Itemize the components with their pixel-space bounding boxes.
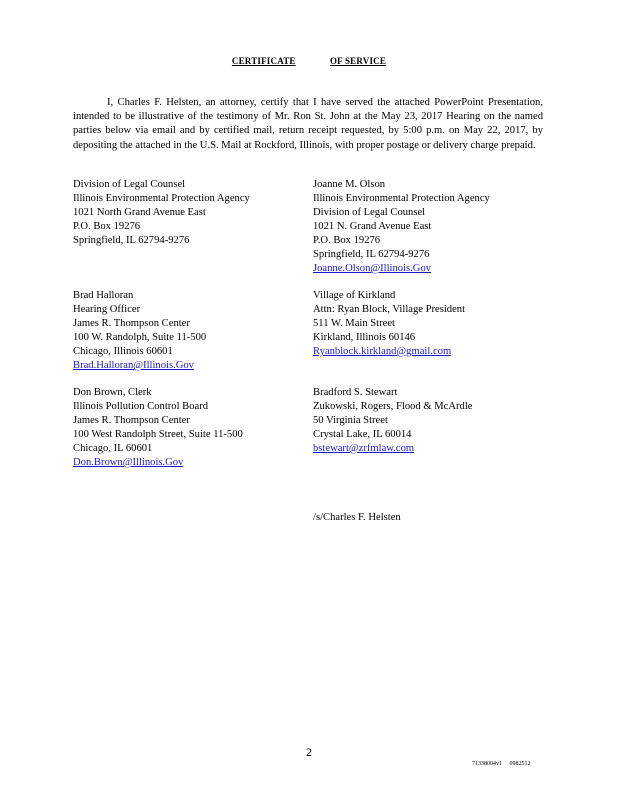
party-line: Attn: Ryan Block, Village President [313, 304, 466, 315]
party-line: Springfield, IL 62794-9276 [73, 235, 190, 246]
email-link-joanne-olson[interactable]: Joanne.Olson@Illinois.Gov [313, 263, 432, 274]
party-line: P.O. Box 19276 [73, 221, 141, 232]
party-line: 1021 North Grand Avenue East [73, 207, 206, 218]
certificate-title [0, 56, 618, 66]
party-line: Hearing Officer [73, 304, 141, 315]
email-link-bradford-stewart[interactable]: bstewart@zrfmlaw.com [313, 443, 415, 454]
signature: /s/Charles F. Helsten [313, 512, 401, 523]
party-line: P.O. Box 19276 [313, 235, 381, 246]
party-line: James R. Thompson Center [73, 318, 190, 329]
party-line: Kirkland, Illinois 60146 [313, 332, 416, 343]
document-client-number: 0982512 [509, 761, 531, 767]
party-line: 511 W. Main Street [313, 318, 395, 329]
party-line: Chicago, IL 60601 [73, 443, 153, 454]
service-party-bradford-stewart [313, 386, 473, 456]
party-line: 100 West Randolph Street, Suite 11-500 [73, 429, 243, 440]
party-line: Don Brown, Clerk [73, 387, 152, 398]
email-link-ryan-block[interactable]: Ryanblock.kirkland@gmail.com [313, 346, 452, 357]
title-certificate: CERTIFICATE [231, 56, 296, 66]
service-party-don-brown [73, 386, 243, 470]
party-line: Illinois Pollution Control Board [73, 401, 209, 412]
service-party-brad-halloran [73, 289, 206, 373]
party-line: Joanne M. Olson [313, 179, 386, 190]
party-line: Division of Legal Counsel [313, 207, 426, 218]
party-line: Bradford S. Stewart [313, 387, 398, 398]
party-line: Crystal Lake, IL 60014 [313, 429, 412, 440]
service-party-legal-counsel [73, 178, 250, 248]
party-line: Illinois Environmental Protection Agency [73, 193, 250, 204]
party-line: Illinois Environmental Protection Agency [313, 193, 490, 204]
party-line: 100 W. Randolph, Suite 11-500 [73, 332, 207, 343]
party-line: Division of Legal Counsel [73, 179, 186, 190]
title-of-service: OF SERVICE [329, 56, 387, 66]
party-line: Chicago, Illinois 60601 [73, 346, 173, 357]
party-line: Brad Halloran [73, 290, 134, 301]
certification-text: I, Charles F. Helsten, an attorney, certify that I have served the attached PowerPoint Presentation, intended to be illustrative of the testimony of Mr. Ron St. John at the May 23, 2017 Hearing on the named parties below via email and by certified mail, return receipt requested, by 5:00 p.m. on May 22, 2017, by depositing the attached in the U.S. Mail at Rockford, Illinois, with proper postage or delivery charge prepaid. [73, 97, 543, 151]
certification-paragraph [73, 96, 543, 153]
service-party-joanne-olson [313, 178, 490, 276]
party-line: James R. Thompson Center [73, 415, 190, 426]
party-line: Zukowski, Rogers, Flood & McArdle [313, 401, 473, 412]
email-link-brad-halloran[interactable]: Brad.Halloran@Illinois.Gov [73, 360, 194, 371]
service-party-village-kirkland [313, 289, 465, 359]
party-line: Springfield, IL 62794-9276 [313, 249, 430, 260]
page-number: 2 [306, 745, 312, 759]
party-line: 50 Virginia Street [313, 415, 388, 426]
document-id-number: 71338004v1 [472, 761, 502, 767]
party-line: Village of Kirkland [313, 290, 396, 301]
party-line: 1021 N. Grand Avenue East [313, 221, 432, 232]
document-id [472, 761, 531, 767]
email-link-don-brown[interactable]: Don.Brown@Illinois.Gov [73, 457, 184, 468]
